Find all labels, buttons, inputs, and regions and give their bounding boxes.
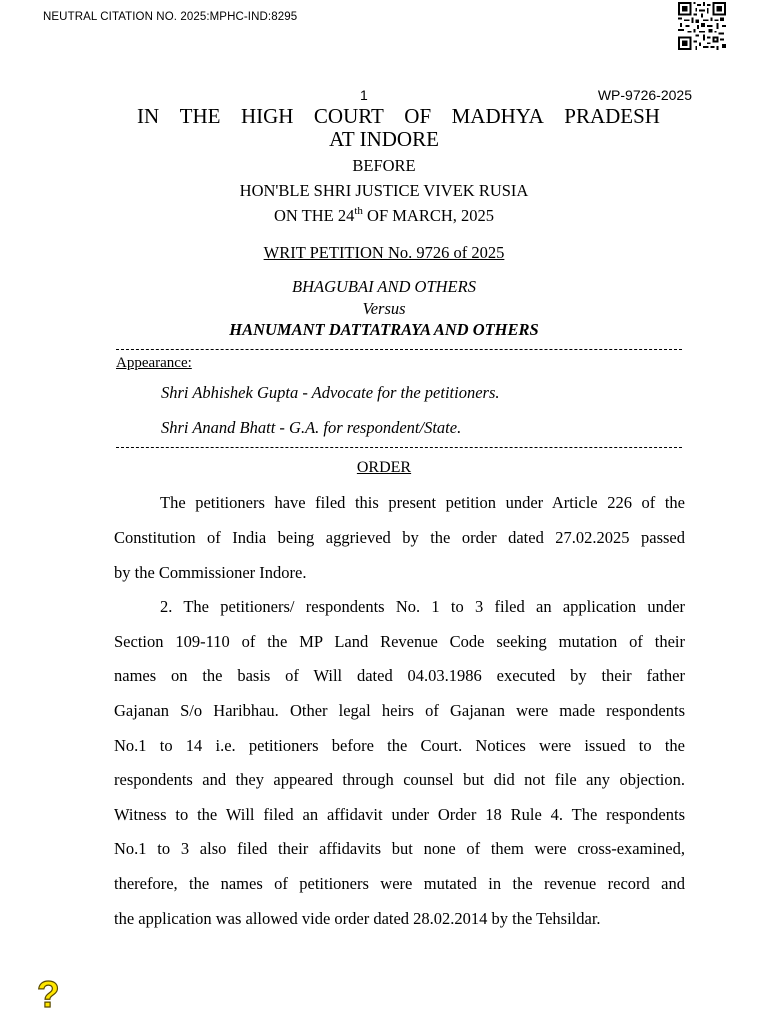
order-heading: ORDER xyxy=(356,459,412,476)
order-text-line: the application was allowed vide order dated 28.02.2014 by the Tehsildar. xyxy=(114,909,601,928)
divider xyxy=(116,349,682,350)
petitioner-name: BHAGUBAI AND OTHERS xyxy=(292,277,476,296)
court-word: COURT xyxy=(313,104,384,128)
order-text-line: names on the basis of Will dated 04.03.1986 executed by their father xyxy=(114,666,685,685)
respondent-name: HANUMANT DATTATRAYA AND OTHERS xyxy=(229,320,539,339)
versus-label: Versus xyxy=(362,299,406,318)
court-name-line xyxy=(137,104,660,129)
order-text-line: No.1 to 14 i.e. petitioners before the Court. Notices were issued to the xyxy=(114,736,685,755)
order-date xyxy=(0,206,768,226)
neutral-citation: NEUTRAL CITATION NO. 2025:MPHC-IND:8295 xyxy=(43,11,298,23)
court-word: MADHYA xyxy=(451,104,544,128)
petition-title: WRIT PETITION No. 9726 of 2025 xyxy=(263,243,505,262)
judge-name: HON'BLE SHRI JUSTICE VIVEK RUSIA xyxy=(239,181,529,200)
qr-code-icon xyxy=(678,2,726,50)
order-text-line: 2. The petitioners/ respondents No. 1 to 3 filed an application under xyxy=(160,597,685,616)
court-word: HIGH xyxy=(240,104,294,128)
date-suffix: OF MARCH, 2025 xyxy=(362,206,495,225)
divider xyxy=(116,447,682,448)
court-word: OF xyxy=(404,104,432,128)
order-text-line: The petitioners have filed this present petition under Article 226 of the xyxy=(160,493,685,512)
order-text-line: Section 109-110 of the MP Land Revenue Code seeking mutation of their xyxy=(114,632,685,651)
order-text-line: Witness to the Will filed an affidavit under Order 18 Rule 4. The respondents xyxy=(114,805,685,824)
case-reference: WP-9726-2025 xyxy=(597,87,692,103)
order-text-line: therefore, the names of petitioners were mutated in the revenue record and xyxy=(114,874,685,893)
court-word: IN xyxy=(137,104,160,128)
order-text-line: Constitution of India being aggrieved by the order dated 27.02.2025 passed xyxy=(114,528,685,547)
order-text-line: by the Commissioner Indore. xyxy=(114,563,307,582)
help-question-icon[interactable]: ? xyxy=(37,974,60,1015)
order-text-line: Gajanan S/o Haribhau. Other legal heirs of Gajanan were made respondents xyxy=(114,701,685,720)
court-word: THE xyxy=(179,104,221,128)
order-text-line: No.1 to 3 also filed their affidavits but none of them were cross-examined, xyxy=(114,839,685,858)
before-label: BEFORE xyxy=(352,156,416,175)
order-text-line: respondents and they appeared through counsel but did not file any objection. xyxy=(114,770,685,789)
appearance-label: Appearance: xyxy=(116,355,192,371)
counsel-respondent: Shri Anand Bhatt - G.A. for respondent/State. xyxy=(161,418,462,437)
counsel-petitioner: Shri Abhishek Gupta - Advocate for the petitioners. xyxy=(161,383,500,402)
date-ordinal: th xyxy=(354,205,363,217)
court-word: PRADESH xyxy=(564,104,660,128)
page-number: 1 xyxy=(360,87,368,103)
date-prefix: ON THE 24 xyxy=(273,206,355,225)
court-location: AT INDORE xyxy=(329,127,439,151)
